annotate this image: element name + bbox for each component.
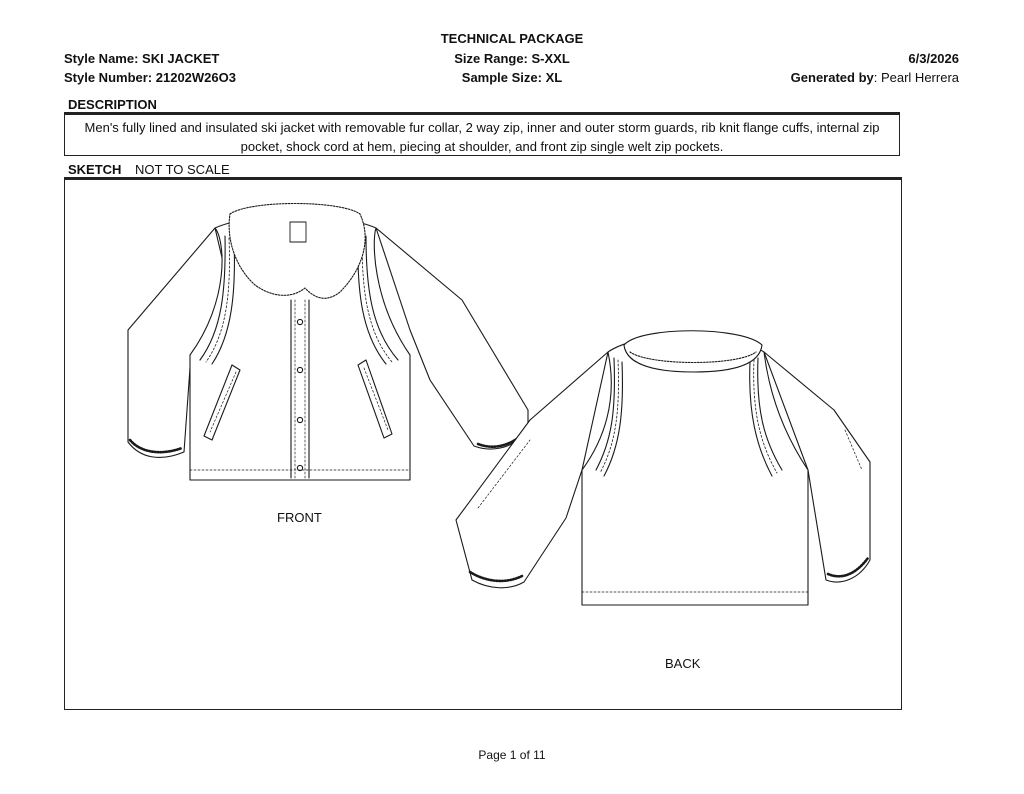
sample-size-label: Sample Size: (461, 70, 546, 85)
generated-by-label: Generated by (790, 70, 874, 85)
jacket-back-illustration (456, 331, 870, 605)
generated-by (791, 70, 959, 85)
jacket-front-illustration (128, 204, 528, 481)
sketch-drawing (64, 177, 902, 710)
style-number (64, 70, 236, 85)
description-box: Men's fully lined and insulated ski jacket with removable fur collar, 2 way zip, inner and outer storm guards, rib knit flange cuffs, internal zip pocket, shock cord at hem, piecing at shoulder, and front zip single welt zip pockets. (64, 112, 900, 156)
size-range-label: Size Range: (454, 51, 532, 66)
size-range (400, 51, 624, 66)
page-title: TECHNICAL PACKAGE (440, 31, 584, 46)
front-view-label: FRONT (277, 510, 322, 525)
page-number: Page 1 of 11 (478, 748, 546, 762)
style-name-label: Style Name: (64, 51, 143, 66)
style-number-value: 21202W26O3 (155, 70, 236, 85)
style-name (64, 51, 219, 66)
generated-by-value: : Pearl Herrera (873, 70, 959, 85)
document-date: 6/3/2026 (908, 51, 959, 66)
sketch-title: SKETCH (68, 162, 122, 177)
sample-size (400, 70, 624, 85)
back-view-label: BACK (665, 656, 701, 671)
size-range-value: S-XXL (531, 51, 570, 66)
style-number-label: Style Number: (64, 70, 156, 85)
description-title: DESCRIPTION (68, 97, 157, 112)
style-name-value: SKI JACKET (142, 51, 220, 66)
sample-size-value: XL (545, 70, 563, 85)
sketch-note: NOT TO SCALE (135, 162, 230, 177)
